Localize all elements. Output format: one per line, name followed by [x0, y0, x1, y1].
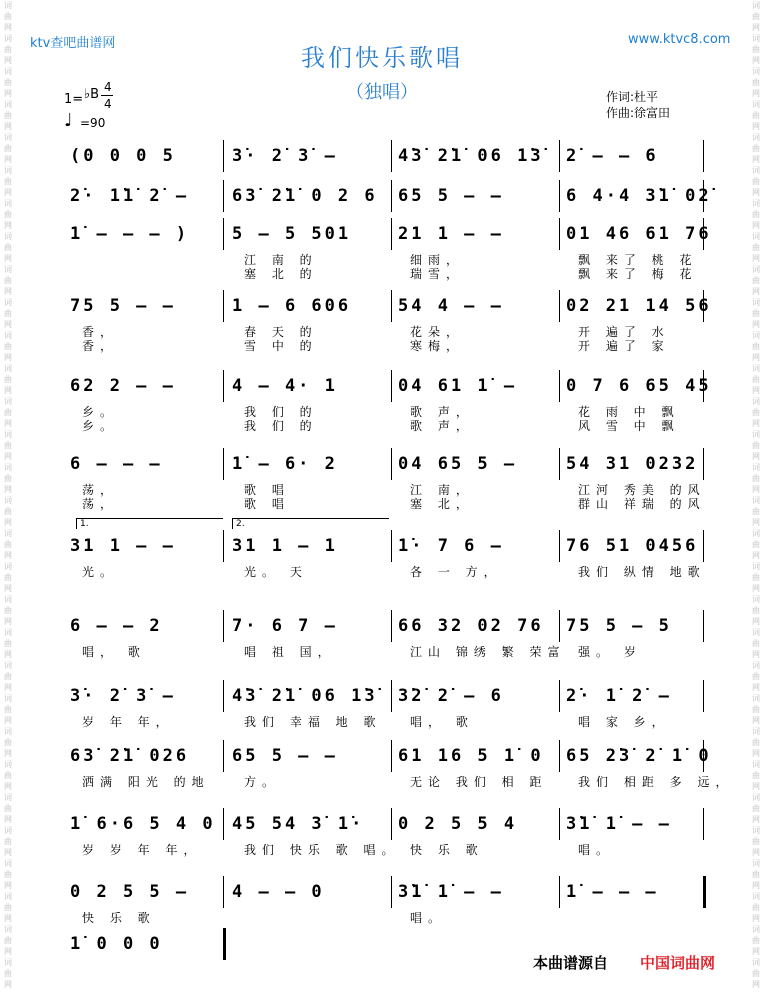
volta-label-2: 2.: [236, 519, 245, 529]
barline: [559, 218, 560, 250]
lyric-line-2: 开 遍了 家: [578, 339, 670, 353]
measure-notes: 1̇ – – – ): [70, 224, 190, 244]
lyric-line-1: 乡。: [82, 405, 119, 419]
measure-notes: 54 4 – –: [398, 296, 504, 316]
lyric-line-1: 花朵，: [410, 325, 465, 339]
measure-notes: 1̇ – 6· 2: [232, 454, 338, 474]
time-signature-bottom: 4: [104, 97, 112, 111]
barline: [223, 218, 224, 250]
measure-notes: 2̇ – – 6: [566, 146, 659, 166]
barline: [391, 180, 392, 212]
barline: [559, 530, 560, 562]
measure-notes: 1̇· 7 6 –: [398, 536, 504, 556]
site-right-label[interactable]: www.ktvc8.com: [628, 32, 731, 47]
lyric-line-1: 我们 纵情 地歌: [578, 565, 706, 579]
lyric-line-2: 乡。: [82, 419, 119, 433]
lyric-line-1: 岁 年 年，: [82, 715, 174, 729]
lyric-line-1: 岁 岁 年 年，: [82, 843, 202, 857]
footer-source-label: 本曲谱源自: [533, 954, 609, 972]
lyric-line-1: 我们 幸福 地 歌: [244, 715, 382, 729]
barline: [391, 680, 392, 712]
barline: [391, 876, 392, 908]
measure-notes: 1 – 6 606: [232, 296, 352, 316]
lyric-line-1: 我们 快乐 歌 唱。: [244, 843, 400, 857]
measure-notes: 63̇ 2̇1̇ 0 2 6: [232, 186, 378, 206]
lyric-line-1: 我们 相距 多 远，: [578, 775, 734, 789]
lyric-line-1: 唱。: [410, 911, 447, 925]
barline: [223, 680, 224, 712]
measure-notes: 5 – 5 501: [232, 224, 352, 244]
measure-notes: (0 0 0 5: [70, 146, 176, 166]
barline: [559, 808, 560, 840]
barline: [223, 808, 224, 840]
measure-notes: 1̇ – – –: [566, 882, 659, 902]
lyric-line-1: 快 乐 歌: [82, 911, 156, 925]
barline: [703, 530, 704, 562]
lyric-line-1: 我 们 的: [244, 405, 318, 419]
site-left-label[interactable]: ktv查吧曲谱网: [30, 36, 116, 51]
lyric-line-2: 风 雪 中 飘: [578, 419, 680, 433]
measure-notes: 6 4·4 3̇1̇ 02̇: [566, 186, 712, 206]
barline: [559, 140, 560, 172]
lyric-line-2: 雪 中 的: [244, 339, 318, 353]
score-system: [0, 519, 764, 610]
measure-notes: 6 – – 2: [70, 616, 163, 636]
tempo-value: =90: [80, 116, 106, 130]
measure-notes: 2̇· 1̇ 2̇ –: [566, 686, 672, 706]
right-watermark: 词曲网 词曲网 词曲网 词曲网 词曲网 词曲网 词曲网 词曲网 词曲网 词曲网 词曲网 词曲网 词曲网 词曲网 词曲网 词曲网 词曲网 词曲网 词曲网 词曲网 词曲网 词曲网 词曲网 词曲网 词曲网 词曲网 词曲网 词曲网 词曲网 词曲网: [752, 1, 760, 989]
barline: [223, 448, 224, 480]
measure-notes: 01 46 61 76: [566, 224, 712, 244]
measure-notes: 04 65 5 –: [398, 454, 518, 474]
barline: [391, 290, 392, 322]
lyric-line-2: 寒梅，: [410, 339, 465, 353]
lyric-line-1: 唱， 歌: [410, 715, 474, 729]
measure-notes: 31 1 – 1: [232, 536, 338, 556]
measure-notes: 63̇ 2̇1̇ 026: [70, 746, 190, 766]
tempo-note-icon: ♩: [64, 110, 73, 131]
barline: [559, 290, 560, 322]
barline: [391, 610, 392, 642]
lyric-line-1: 歌 声，: [410, 405, 474, 419]
lyric-line-1: 光。 天: [244, 565, 308, 579]
barline: [703, 808, 704, 840]
lyric-line-2: 歌 唱: [244, 497, 290, 511]
lyric-line-1: 唱， 歌: [82, 645, 146, 659]
barline: [223, 180, 224, 212]
measure-notes: 3̇· 2̇ 3̇ –: [232, 146, 338, 166]
lyric-line-1: 江山 锦绣 繁 荣富: [410, 645, 566, 659]
measure-notes: 45 54 3̇ 1̇·: [232, 814, 365, 834]
lyric-line-1: 江 南 的: [244, 253, 318, 267]
barline: [223, 876, 224, 908]
measure-notes: 21 1 – –: [398, 224, 504, 244]
measure-notes: 3̇2̇ 2̇ – 6: [398, 686, 504, 706]
lyric-line-1: 唱 祖 国，: [244, 645, 336, 659]
lyric-line-1: 洒满 阳光 的地: [82, 775, 210, 789]
measure-notes: 31 1 – –: [70, 536, 176, 556]
measure-notes: 65 5 – –: [398, 186, 504, 206]
lyric-line-1: 快 乐 歌: [410, 843, 484, 857]
barline: [223, 610, 224, 642]
measure-notes: 6 – – –: [70, 454, 163, 474]
lyric-line-1: 春 天 的: [244, 325, 318, 339]
page-subtitle: （独唱）: [346, 82, 418, 103]
barline: [223, 530, 224, 562]
measure-notes: 2̇· 1̇1̇ 2̇ –: [70, 186, 190, 206]
measure-notes: 66 32 02 76: [398, 616, 544, 636]
barline: [559, 876, 560, 908]
time-signature-top: 4: [104, 80, 112, 94]
lyric-line-1: 强。 岁: [578, 645, 642, 659]
lyric-line-1: 江 南，: [410, 483, 474, 497]
volta-bracket-2: [232, 518, 389, 529]
measure-notes: 1̇ 0 0 0: [70, 934, 163, 954]
measure-notes: 62 2 – –: [70, 376, 176, 396]
measure-notes: 4̇3̇ 2̇1̇ 06 1̇3̇: [398, 146, 544, 166]
measure-notes: 4 – – 0: [232, 882, 325, 902]
lyric-line-1: 开 遍了 水: [578, 325, 670, 339]
measure-notes: 61 16 5 1̇ 0: [398, 746, 544, 766]
score-system: [0, 370, 764, 450]
barline: [391, 140, 392, 172]
barline: [391, 218, 392, 250]
barline: [223, 140, 224, 172]
measure-notes: 75 5 – 5: [566, 616, 672, 636]
measure-notes: 7· 6 7 –: [232, 616, 338, 636]
lyric-line-1: 歌 唱: [244, 483, 290, 497]
measure-notes: 4̇3̇ 2̇1̇ 06 1̇3̇: [232, 686, 378, 706]
measure-notes: 0 2 5 5 4: [398, 814, 518, 834]
barline: [391, 740, 392, 772]
composer-credit: 作曲:徐富田: [606, 106, 671, 120]
barline: [559, 448, 560, 480]
measure-notes: 54 31 0232: [566, 454, 699, 474]
lyric-line-2: 飘 来了 梅 花: [578, 267, 698, 281]
barline: [703, 610, 704, 642]
key-prefix: 1=: [64, 92, 84, 107]
lyric-line-1: 江河 秀美 的风: [578, 483, 706, 497]
barline: [559, 680, 560, 712]
footer-source-site[interactable]: 中国词曲网: [640, 954, 716, 972]
lyric-line-1: 细雨，: [410, 253, 465, 267]
lyric-line-1: 各 一 方，: [410, 565, 502, 579]
lyric-line-2: 塞 北，: [410, 497, 474, 511]
barline: [223, 740, 224, 772]
lyric-line-2: 歌 声，: [410, 419, 474, 433]
barline: [391, 530, 392, 562]
measure-notes: 3̇1̇ 1̇ – –: [398, 882, 504, 902]
lyric-line-2: 我 们 的: [244, 419, 318, 433]
barline: [703, 448, 704, 480]
barline: [559, 370, 560, 402]
lyric-line-2: 群山 祥瑞 的风: [578, 497, 706, 511]
lyric-line-2: 瑞雪，: [410, 267, 465, 281]
time-signature-line: [101, 95, 113, 96]
measure-notes: 3̇· 2̇ 3̇ –: [70, 686, 176, 706]
lyric-line-2: 塞 北 的: [244, 267, 318, 281]
measure-notes: 0 2 5 5 –: [70, 882, 190, 902]
lyric-line-2: 香，: [82, 339, 119, 353]
barline: [391, 808, 392, 840]
measure-notes: 76 51 0456: [566, 536, 699, 556]
lyric-line-1: 香，: [82, 325, 119, 339]
measure-notes: 4 – 4· 1: [232, 376, 338, 396]
barline: [223, 928, 226, 960]
measure-notes: 0 7 6 65 45: [566, 376, 712, 396]
volta-bracket-1: [76, 518, 223, 529]
lyric-line-1: 光。: [82, 565, 119, 579]
measure-notes: 3̇1̇ 1̇ – –: [566, 814, 672, 834]
lyric-line-1: 唱 家 乡，: [578, 715, 670, 729]
lyric-line-1: 方。: [244, 775, 281, 789]
barline: [559, 610, 560, 642]
left-watermark: 词曲网 词曲网 词曲网 词曲网 词曲网 词曲网 词曲网 词曲网 词曲网 词曲网 词曲网 词曲网 词曲网 词曲网 词曲网 词曲网 词曲网 词曲网 词曲网 词曲网 词曲网 词曲网 词曲网 词曲网 词曲网 词曲网 词曲网 词曲网 词曲网 词曲网: [4, 1, 12, 989]
measure-notes: 04 61 1̇ –: [398, 376, 518, 396]
barline: [559, 180, 560, 212]
measure-notes: 02 21 14 56: [566, 296, 712, 316]
measure-notes: 65 5 – –: [232, 746, 338, 766]
lyric-line-1: 无论 我们 相 距: [410, 775, 548, 789]
measure-notes: 1̇ 6·6 5 4 0: [70, 814, 216, 834]
barline: [391, 370, 392, 402]
score-system: [0, 290, 764, 370]
barline: [223, 290, 224, 322]
barline: [559, 740, 560, 772]
score-system: [0, 448, 764, 528]
barline: [703, 876, 706, 908]
lyric-line-2: 荡，: [82, 497, 119, 511]
barline: [703, 680, 704, 712]
score-system: [0, 610, 764, 690]
lyricist-credit: 作词:杜平: [606, 90, 659, 104]
barline: [223, 370, 224, 402]
volta-label-1: 1.: [80, 519, 89, 529]
lyric-line-1: 飘 来了 桃 花: [578, 253, 698, 267]
measure-notes: 75 5 – –: [70, 296, 176, 316]
barline: [391, 448, 392, 480]
lyric-line-1: 花 雨 中 飘: [578, 405, 680, 419]
page-title: 我们快乐歌唱: [301, 44, 463, 72]
barline: [703, 140, 704, 172]
score-system: [0, 218, 764, 298]
measure-notes: 65 2̇3̇ 2̇ 1̇ 0: [566, 746, 712, 766]
key-signature: ♭B: [84, 87, 100, 102]
lyric-line-1: 唱。: [578, 843, 615, 857]
lyric-line-1: 荡，: [82, 483, 119, 497]
